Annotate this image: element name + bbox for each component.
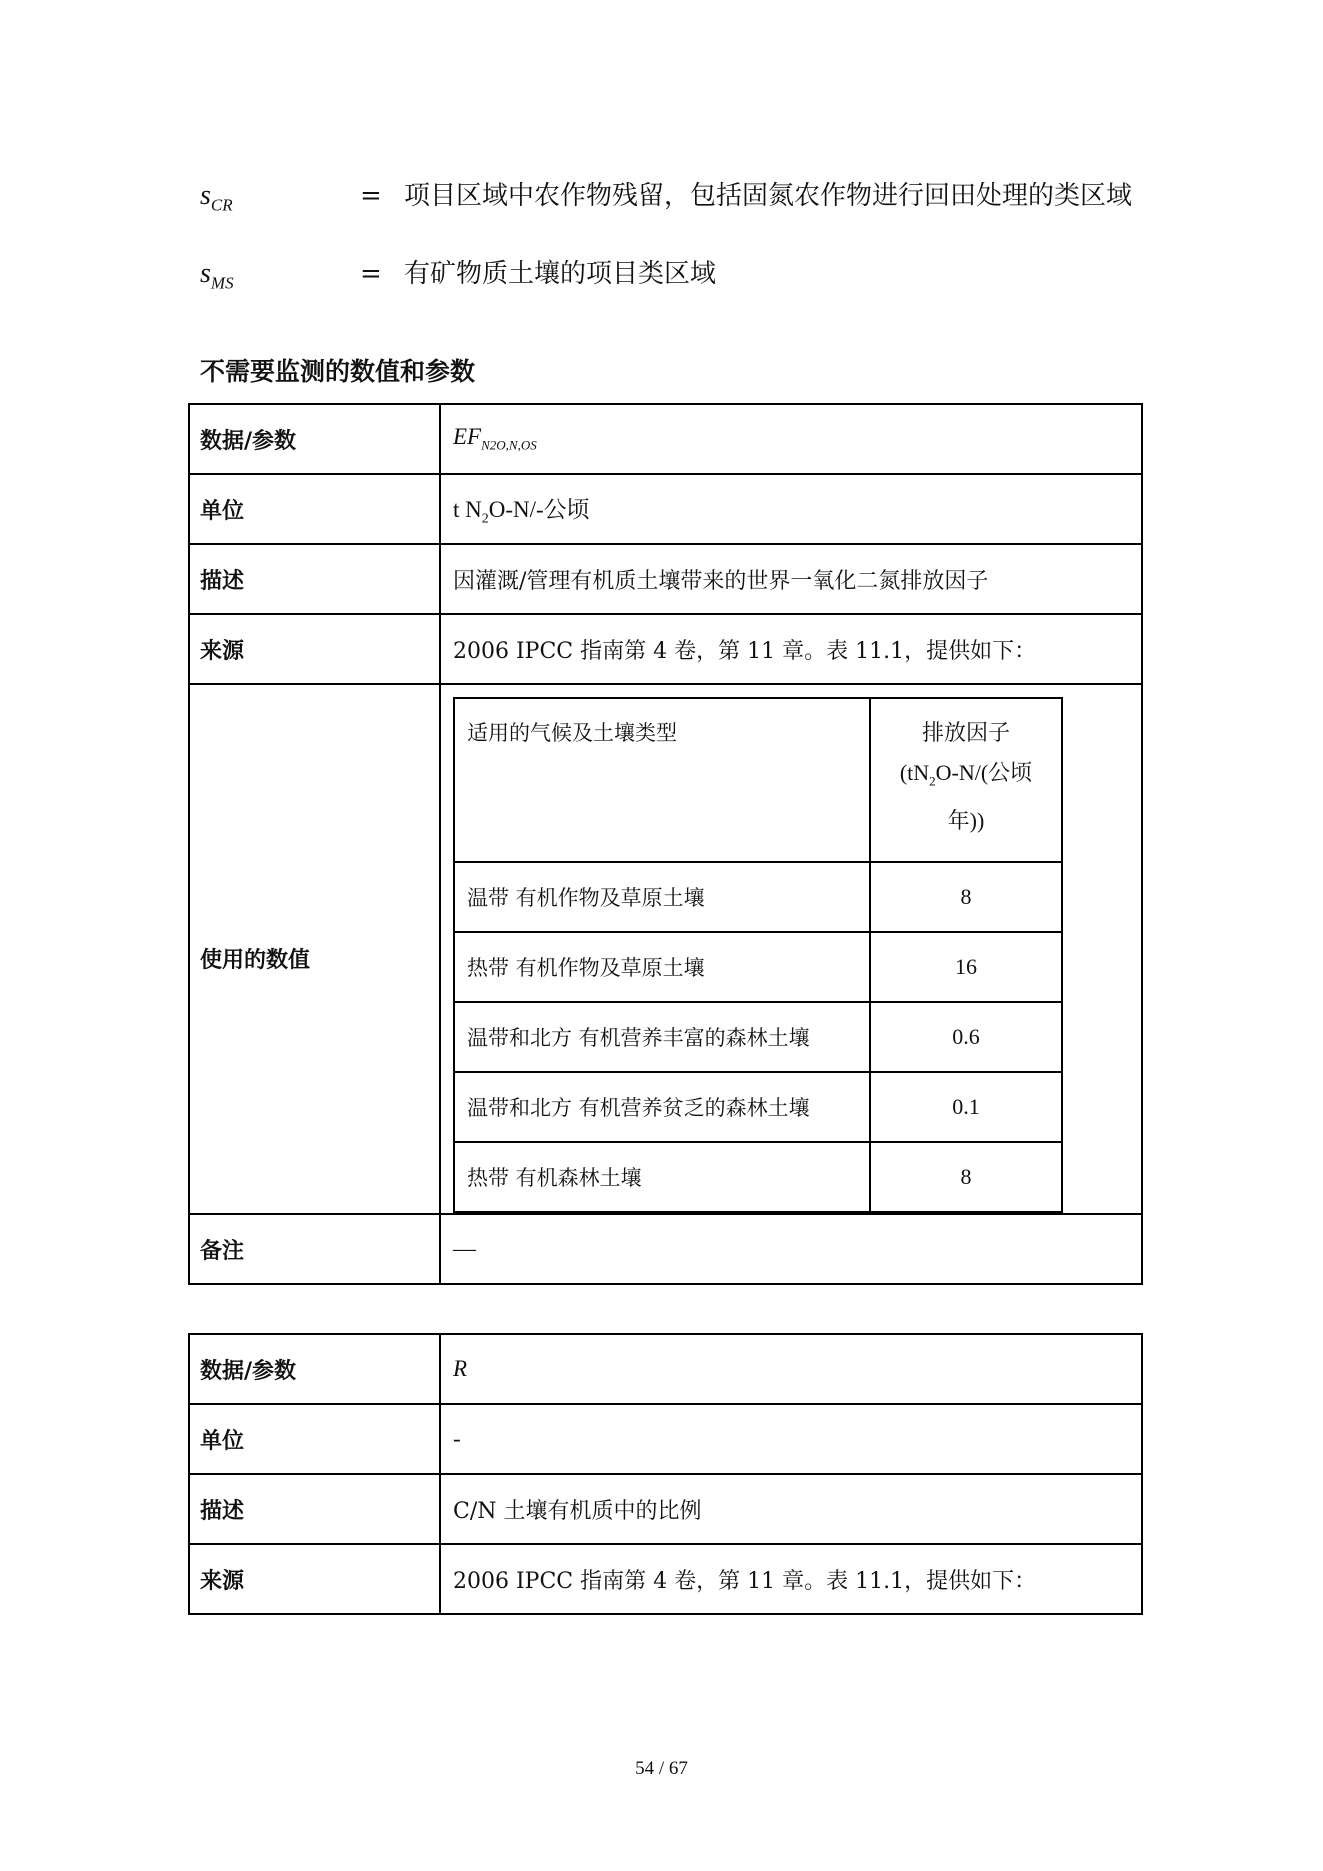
soil-type: 温带和北方 有机营养丰富的森林土壤 (454, 1002, 870, 1072)
row-label: 备注 (189, 1214, 440, 1284)
table-row (189, 1334, 1142, 1404)
table-row (189, 1544, 1142, 1614)
row-value (440, 684, 1142, 1214)
header-text: O-N/(公顷 (935, 760, 1033, 785)
row-label: 来源 (189, 614, 440, 684)
value-subscript: N2O,N,OS (481, 437, 537, 453)
parameter-table-r (188, 1333, 1143, 1615)
row-label: 来源 (189, 1544, 440, 1614)
row-value: C/N 土壤有机质中的比例 (440, 1474, 1142, 1544)
row-value: - (440, 1404, 1142, 1474)
soil-type: 热带 有机森林土壤 (454, 1142, 870, 1212)
inner-header-right (870, 698, 1062, 862)
definition-description: 项目区域中农作物残留，包括固氮农作物进行回田处理的类区域 (404, 181, 1133, 211)
value-text: O-N/-公顷 (488, 496, 590, 522)
emission-factor-value: 0.1 (870, 1072, 1062, 1142)
row-label: 单位 (189, 474, 440, 544)
table-row (189, 1474, 1142, 1544)
row-value (440, 474, 1142, 544)
row-value: — (440, 1214, 1142, 1284)
emission-factor-value: 8 (870, 1142, 1062, 1212)
table-row (189, 1214, 1142, 1284)
equals-sign: = (360, 258, 382, 289)
row-value: 2006 IPCC 指南第 4 卷，第 11 章。表 11.1，提供如下： (440, 1544, 1142, 1614)
row-label: 数据/参数 (189, 404, 440, 474)
header-line: 排放因子 (921, 720, 1010, 745)
table-row (189, 404, 1142, 474)
section-heading: 不需要监测的数值和参数 (200, 357, 476, 386)
inner-header-row (454, 698, 1062, 862)
emission-factor-value: 8 (870, 862, 1062, 932)
symbol-subscript: MS (210, 273, 234, 293)
definition-row (200, 254, 1140, 304)
soil-type: 温带和北方 有机营养贫乏的森林土壤 (454, 1072, 870, 1142)
page-number: 54 / 67 (635, 1758, 688, 1779)
table-row (189, 1404, 1142, 1474)
definition-symbol (200, 176, 360, 226)
emission-factor-table (453, 697, 1063, 1213)
inner-row (454, 1072, 1062, 1142)
inner-header-left: 适用的气候及土壤类型 (454, 698, 870, 862)
row-value: 因灌溉/管理有机质土壤带来的世界一氧化二氮排放因子 (440, 544, 1142, 614)
value-base: EF (453, 424, 482, 450)
symbol-definitions (200, 176, 1140, 331)
definition-row (200, 176, 1140, 226)
header-text: (tN (899, 760, 930, 785)
row-label: 单位 (189, 1404, 440, 1474)
row-value: R (440, 1334, 1142, 1404)
row-label: 描述 (189, 1474, 440, 1544)
row-label: 描述 (189, 544, 440, 614)
header-line (872, 753, 1060, 801)
header-line: 年)) (947, 808, 985, 834)
definition-description: 有矿物质土壤的项目类区域 (404, 258, 717, 289)
definition-symbol (200, 254, 360, 304)
table-row (189, 544, 1142, 614)
symbol-base: s (200, 180, 211, 211)
table-row (189, 614, 1142, 684)
table-row (189, 684, 1142, 1214)
row-value (440, 404, 1142, 474)
row-label: 使用的数值 (189, 684, 440, 1214)
inner-row (454, 932, 1062, 1002)
symbol-base: s (200, 257, 211, 289)
header-subscript: 2 (929, 773, 936, 789)
soil-type: 温带 有机作物及草原土壤 (454, 862, 870, 932)
symbol-subscript: CR (210, 195, 233, 215)
value-text: t N (453, 496, 482, 522)
emission-factor-value: 16 (870, 932, 1062, 1002)
emission-factor-value: 0.6 (870, 1002, 1062, 1072)
parameter-table-ef (188, 403, 1143, 1285)
inner-row (454, 1002, 1062, 1072)
row-label: 数据/参数 (189, 1334, 440, 1404)
equals-sign: = (360, 181, 382, 211)
inner-row (454, 862, 1062, 932)
inner-row (454, 1142, 1062, 1212)
row-value: 2006 IPCC 指南第 4 卷，第 11 章。表 11.1，提供如下： (440, 614, 1142, 684)
soil-type: 热带 有机作物及草原土壤 (454, 932, 870, 1002)
value-subscript: 2 (481, 511, 489, 527)
table-row (189, 474, 1142, 544)
